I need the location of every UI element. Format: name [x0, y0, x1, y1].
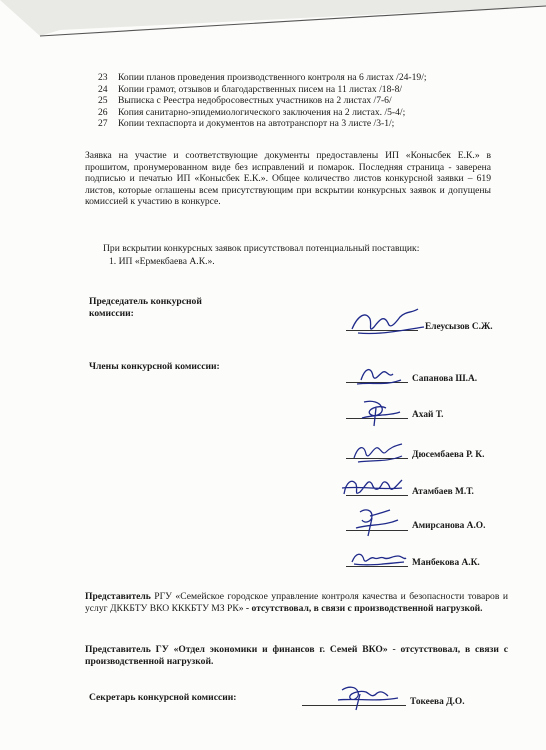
list-item-text: Копии грамот, отзывов и благодарственных писем на 11 листах /18-8/ [118, 83, 403, 95]
list-item-number: 24 [98, 83, 108, 95]
chairman-label-line1: Председатель конкурсной [89, 296, 202, 307]
page-fold-edge [0, 0, 546, 40]
member-name-1: Сапанова Ш.А. [412, 374, 478, 384]
list-item [92, 118, 427, 130]
list-item [92, 84, 427, 96]
member-name-6: Манбекова А.К. [412, 558, 480, 568]
representative-1-prefix: Представитель [85, 591, 151, 602]
chairman-name: Елеусызов С.Ж. [425, 322, 493, 332]
member-name-4: Атамбаев М.Т. [412, 487, 474, 497]
list-item-text: Копия санитарно-эпидемиологического заключения на 2 листах. /5-4/; [118, 106, 406, 118]
list-item [92, 95, 427, 107]
member-signature-6 [348, 546, 408, 572]
list-item-number: 26 [98, 106, 108, 118]
member-signature-4 [340, 470, 406, 502]
member-signature-3 [350, 438, 406, 466]
chairman-label [89, 296, 202, 319]
list-item-number: 27 [98, 118, 108, 130]
document-list [92, 72, 427, 130]
secretary-signature [336, 680, 402, 712]
member-signature-1 [355, 362, 405, 388]
list-item [92, 107, 427, 119]
list-item-number: 23 [98, 72, 108, 83]
list-item-text: Копии планов проведения производственного контроля на 6 листах /24-19/; [118, 72, 427, 83]
secretary-label: Секретарь конкурсной комиссии: [89, 692, 237, 703]
list-item-text: Выписка с Реестра недобросовестных участников на 2 листах /7-6/ [118, 95, 392, 107]
presence-block [103, 242, 419, 268]
presence-intro: При вскрытии конкурсных заявок присутствовал потенциальный поставщик: [103, 243, 420, 254]
representative-1-body: РГУ «Семейское городское управление контроля качества и безопасности товаров и услуг ДККБТУ ВКО КККБТУ МЗ РК» [85, 591, 508, 614]
list-item-text: Копии техпаспорта и документов на автотранспорт на 3 листе /3-1/; [118, 118, 395, 130]
secretary-name: Токеева Д.О. [410, 697, 465, 707]
list-item-number: 25 [98, 95, 108, 107]
member-name-2: Ахай Т. [412, 410, 444, 420]
representative-2-paragraph: Представитель ГУ «Отдел экономики и финансов г. Семей ВКО» - отсутствовал, в связи с производственной нагрузкой. [85, 644, 508, 667]
representative-1-paragraph [85, 591, 508, 614]
representative-1-suffix: - отсутствовал, в связи с производственной нагрузкой. [243, 602, 483, 614]
member-signature-5 [350, 504, 404, 538]
member-name-3: Дюсембаева Р. К. [412, 450, 485, 460]
member-signature-2 [356, 396, 406, 428]
chairman-signature [348, 305, 428, 341]
presence-item: 1. ИП «Ермекбаева А.К.». [109, 256, 215, 267]
chairman-label-line2: комиссии: [89, 307, 134, 319]
member-name-5: Амирсанова А.О. [412, 521, 486, 531]
list-item [92, 72, 427, 84]
application-paragraph: Заявка на участие и соответствующие документы предоставлены ИП «Конысбек Е.К.» в прошитом, пронумерованном виде без исправлений и помарок. Последняя страница - заверена подписью и печатью ИП «Конысбек Е.К.». Общее количество листов конкурсной заявки – 619 листов, которые оглашены всем присутствующим при вскрытии конкурсных заявок и допущены комиссией к участию в конкурсе. [85, 150, 491, 208]
members-label: Члены конкурсной комиссии: [89, 361, 220, 372]
